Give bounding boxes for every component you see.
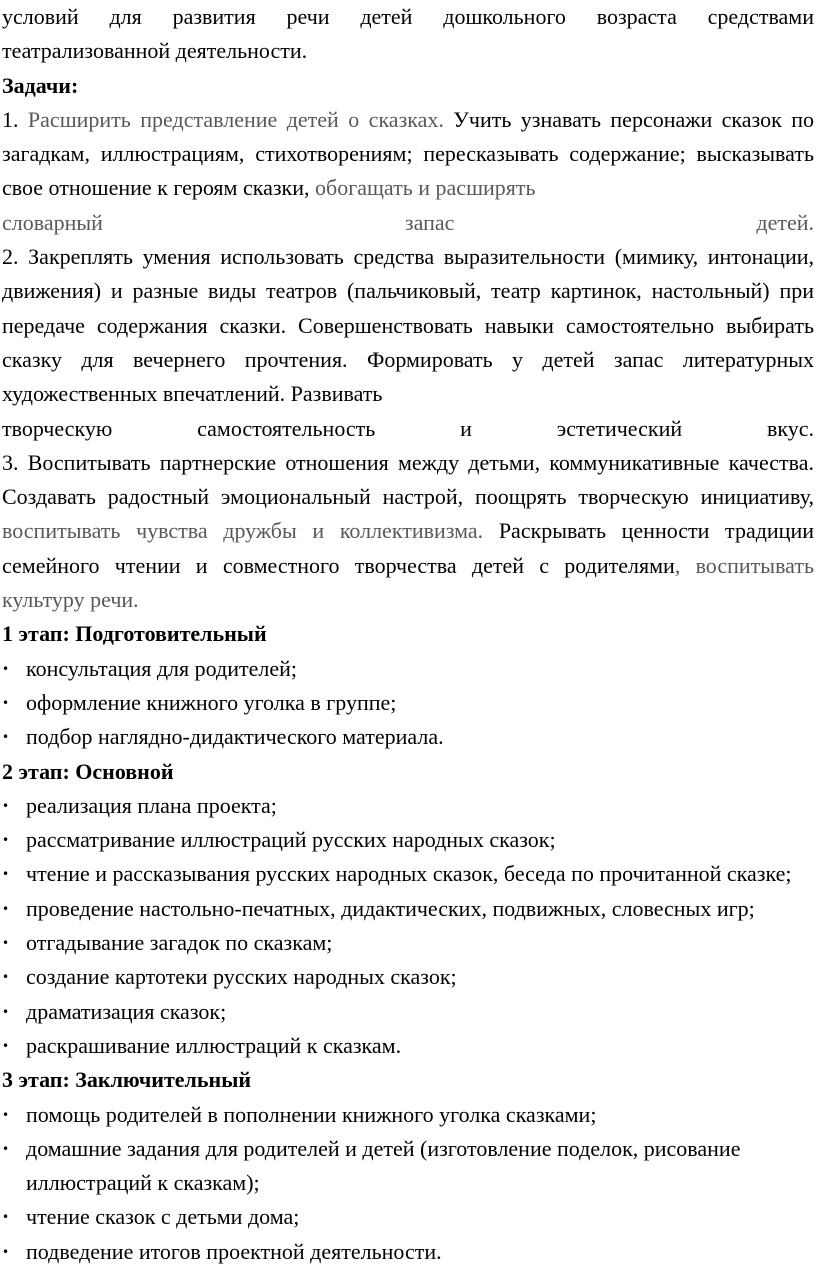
bullet-icon: • xyxy=(2,1210,10,1225)
task-1-number: 1. xyxy=(2,106,19,132)
list-item xyxy=(2,995,814,1029)
bullet-icon: • xyxy=(2,730,10,745)
task-3-gray-text-1: воспитывать чувства дружбы и коллективизма. xyxy=(2,518,484,544)
task-2-word-5: вкус. xyxy=(766,415,814,441)
list-item-text: оформление книжного уголка в группе; xyxy=(26,689,397,715)
task-1-text: Учить узнавать персонажи сказок по загадкам, иллюстрациям, стихотворениям; пересказывать содержание; высказывать свое отношение к героям сказки, xyxy=(2,106,814,201)
task-3 xyxy=(2,446,814,617)
list-item xyxy=(2,960,814,994)
task-2-word-4: эстетический xyxy=(556,415,683,441)
list-item-text: помощь родителей в пополнении книжного уголка сказками; xyxy=(26,1101,597,1127)
list-item-text: домашние задания для родителей и детей (изготовление поделок, рисование иллюстраций к сказкам); xyxy=(26,1135,741,1196)
task-1-gray-text-2: обогащать и расширять xyxy=(309,175,536,201)
list-item-text: драматизация сказок; xyxy=(26,998,227,1024)
list-item-text: реализация плана проекта; xyxy=(26,792,277,818)
stage-2-list xyxy=(2,789,814,1063)
task-1-gray-text-1: Расширить представление детей о сказках. xyxy=(18,106,444,132)
bullet-icon: • xyxy=(2,970,10,985)
list-item xyxy=(2,892,814,926)
list-item xyxy=(2,1200,814,1234)
bullet-icon: • xyxy=(2,833,10,848)
task-2: 2. Закреплять умения использовать средства выразительности (мимику, интонации, движения) и разные виды театров (пальчиковый, театр картинок, настольный) при передаче содержания сказки. Совершенствовать навыки самостоятельно выбирать сказку для вечернего прочтения. Формировать у детей запас литературных художественных впечатлений. Развивать xyxy=(2,244,814,407)
list-item xyxy=(2,1132,814,1201)
intro-line-1: условий для развития речи детей дошкольного возраста средствами xyxy=(2,4,814,29)
list-item xyxy=(2,789,814,823)
list-item-text: чтение сказок с детьми дома; xyxy=(26,1204,300,1230)
bullet-icon: • xyxy=(2,798,10,813)
list-item xyxy=(2,823,814,857)
list-item xyxy=(2,857,814,891)
task-3-text-2: Раскрывать ценности традиции семейного чтении и совместного творчества детей с родителями xyxy=(2,518,814,578)
list-item-text: рассматривание иллюстраций русских народных сказок; xyxy=(26,827,556,853)
list-item-text: создание картотеки русских народных сказок; xyxy=(26,964,457,990)
bullet-icon: • xyxy=(2,661,10,676)
stage-1-list xyxy=(2,652,814,755)
bullet-icon: • xyxy=(2,1141,10,1156)
bullet-icon: • xyxy=(2,1107,10,1122)
list-item xyxy=(2,1029,814,1063)
task-3-gray-text-2: , воспитывать культуру речи. xyxy=(2,552,815,613)
list-item-text: проведение настольно-печатных, дидактических, подвижных, словесных игр; xyxy=(26,895,755,921)
list-item-text: чтение и рассказывания русских народных сказок, беседа по прочитанной сказке; xyxy=(26,861,792,887)
bullet-icon: • xyxy=(2,1244,10,1259)
task-1-word-1: словарный xyxy=(2,209,103,235)
list-item xyxy=(2,1235,814,1269)
task-1 xyxy=(2,103,814,206)
stage-3-heading: 3 этап: Заключительный xyxy=(2,1067,252,1093)
task-3-text-1: 3. Воспитывать партнерские отношения между детьми, коммуникативные качества. Создавать радостный эмоциональный настрой, поощрять творческую инициативу, xyxy=(2,449,814,510)
task-2-word-2: самостоятельность xyxy=(197,415,376,441)
bullet-icon: • xyxy=(2,901,10,916)
list-item xyxy=(2,652,814,686)
bullet-icon: • xyxy=(2,1004,10,1019)
stage-2-heading: 2 этап: Основной xyxy=(2,758,174,784)
list-item xyxy=(2,686,814,720)
list-item xyxy=(2,926,814,960)
list-item-text: раскрашивание иллюстраций к сказкам. xyxy=(26,1032,402,1058)
list-item-text: подведение итогов проектной деятельности. xyxy=(26,1238,442,1264)
intro-paragraph xyxy=(2,0,814,69)
list-item xyxy=(2,1098,814,1132)
task-2-word-1: творческую xyxy=(2,415,113,441)
bullet-icon: • xyxy=(2,867,10,882)
bullet-icon: • xyxy=(2,1038,10,1053)
stage-1-heading: 1 этап: Подготовительный xyxy=(2,621,267,647)
intro-line-2: театрализованной деятельности. xyxy=(2,38,308,64)
task-2-word-3: и xyxy=(460,415,472,441)
list-item-text: подбор наглядно-дидактического материала. xyxy=(26,724,444,750)
tasks-heading: Задачи: xyxy=(2,72,79,98)
task-1-word-2: запас xyxy=(404,209,455,235)
stage-3-list xyxy=(2,1098,814,1269)
task-1-word-3: детей. xyxy=(756,209,814,235)
list-item xyxy=(2,720,814,754)
task-2-split-line xyxy=(2,412,814,446)
bullet-icon: • xyxy=(2,936,10,951)
list-item-text: отгадывание загадок по сказкам; xyxy=(26,930,333,956)
task-1-split-line xyxy=(2,206,814,240)
list-item-text: консультация для родителей; xyxy=(26,655,297,681)
bullet-icon: • xyxy=(2,695,10,710)
